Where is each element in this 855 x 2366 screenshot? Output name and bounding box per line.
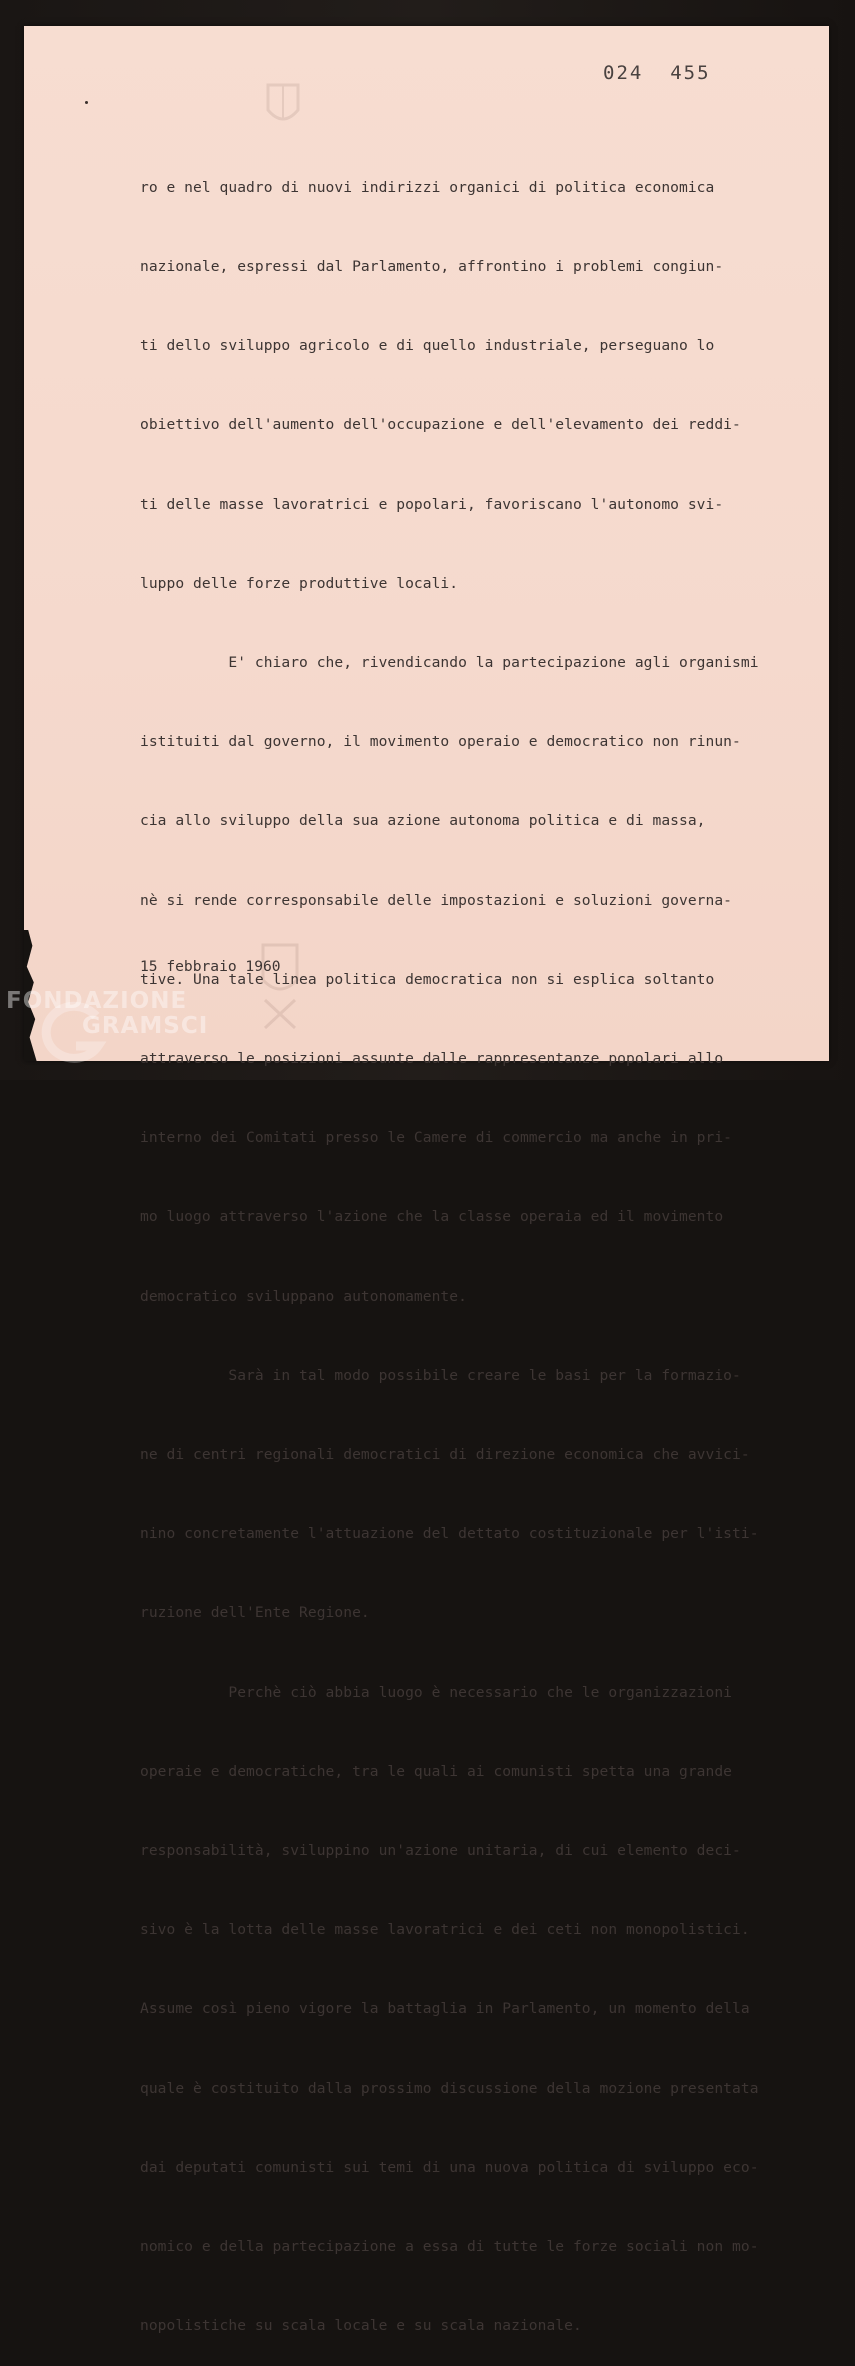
text-line: operaie e democratiche, tra le quali ai comunisti spetta una grande [140, 1762, 733, 1780]
archive-number: 024 455 [603, 62, 711, 84]
text-line: cia allo sviluppo della sua azione autonoma politica e di massa, [140, 812, 706, 830]
text-line: nopolistiche su scala locale e su scala nazionale. [140, 2317, 582, 2335]
text-line: responsabilità, sviluppino un'azione unitaria, di cui elemento deci- [140, 1842, 741, 1860]
fondazione-gramsci-logo [2, 988, 212, 1068]
text-line: dai deputati comunisti sui temi di una nuova politica di sviluppo eco- [140, 2158, 759, 2176]
text-line: attraverso le posizioni assunte dalle rappresentanze popolari allo [140, 1050, 724, 1068]
text-line: istituiti dal governo, il movimento operaio e democratico non rinun- [140, 733, 741, 751]
text-line: E' chiaro che, rivendicando la partecipazione agli organismi [140, 654, 759, 672]
text-line: sivo è la lotta delle masse lavoratrici e dei ceti non monopolistici. [140, 1921, 750, 1939]
text-line: ti dello sviluppo agricolo e di quello industriale, perseguano lo [140, 337, 715, 355]
text-line: ne di centri regionali democratici di direzione economica che avvici- [140, 1446, 750, 1464]
text-line: nino concretamente l'attuazione del dettato costituzionale per l'isti- [140, 1525, 759, 1543]
document-date: 15 febbraio 1960 [140, 958, 281, 975]
text-line: ruzione dell'Ente Regione. [140, 1604, 370, 1622]
text-line: luppo delle forze produttive locali. [140, 574, 459, 592]
logo-text-line1: FONDAZIONE [6, 988, 188, 1014]
ink-mark [85, 101, 88, 104]
text-line: ti delle masse lavoratrici e popolari, favoriscano l'autonomo svi- [140, 495, 724, 513]
logo-text-line2: GRAMSCI [82, 1013, 209, 1039]
text-line: obiettivo dell'aumento dell'occupazione e dell'elevamento dei reddi- [140, 416, 741, 434]
text-line: mo luogo attraverso l'azione che la classe operaia ed il movimento [140, 1208, 724, 1226]
text-line: interno dei Comitati presso le Camere di commercio ma anche in pri- [140, 1129, 733, 1147]
text-line: democratico sviluppano autonomamente. [140, 1287, 467, 1305]
text-line: nè si rende corresponsabile delle impostazioni e soluzioni governa- [140, 891, 733, 909]
document-body [140, 122, 820, 2366]
text-line: Perchè ciò abbia luogo è necessario che le organizzazioni [140, 1683, 733, 1701]
text-line: tive. Una tale linea politica democratica non si esplica soltanto [140, 970, 715, 988]
text-line: nomico e della partecipazione a essa di tutte le forze sociali non mo- [140, 2238, 759, 2256]
text-line: Assume così pieno vigore la battaglia in Parlamento, un momento della [140, 2000, 750, 2018]
text-line: ro e nel quadro di nuovi indirizzi organici di politica economica [140, 178, 715, 196]
text-line: Sarà in tal modo possibile creare le basi per la formazio- [140, 1366, 741, 1384]
text-line: quale è costituito dalla prossimo discussione della mozione presentata [140, 2079, 759, 2097]
text-line: nazionale, espressi dal Parlamento, affrontino i problemi congiun- [140, 258, 724, 276]
